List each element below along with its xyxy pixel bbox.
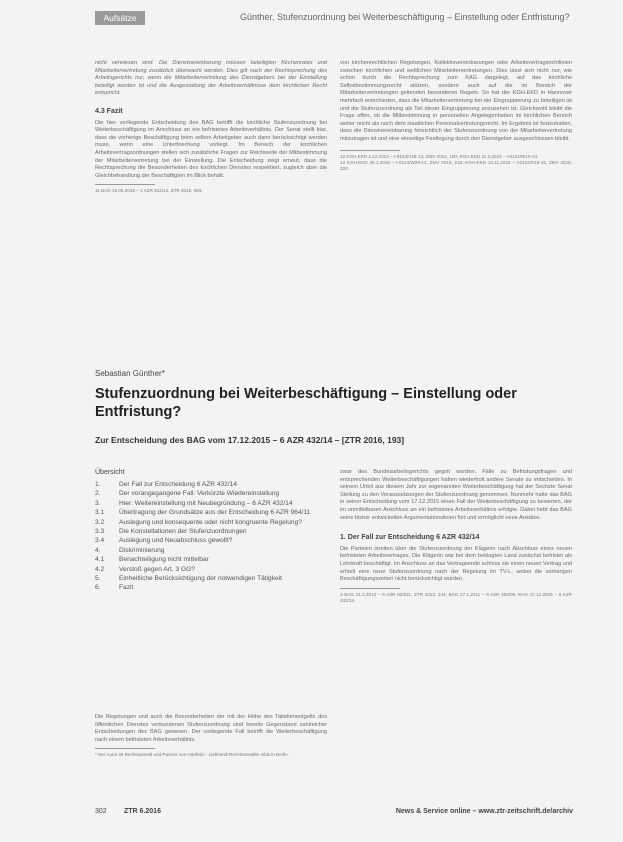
toc-text: Benachteiligung nicht mittelbar xyxy=(119,556,209,564)
article-title: Stufenzuordnung bei Weiterbeschäftigung – Einstellung oder Entfristung? xyxy=(95,386,517,420)
upper-right-column xyxy=(340,60,572,172)
toc-item xyxy=(95,547,327,555)
toc-text: Der Fall zur Entscheidung 6 AZR 432/14 xyxy=(119,481,238,488)
author-name: Sebastian Günther* xyxy=(95,369,165,378)
footer-website: News & Service online – www.ztr-zeitschrift.de/archiv xyxy=(395,808,573,815)
toc-text: Verstoß gegen Art. 3 GG? xyxy=(119,565,195,573)
toc-item xyxy=(95,481,327,489)
footnote-rule xyxy=(95,184,155,185)
toc-item xyxy=(95,528,327,536)
article-subtitle: Zur Entscheidung des BAG vom 17.12.2015 – 6 AZR 432/14 – [ZTR 2016, 193] xyxy=(95,435,405,445)
footnote-rule xyxy=(95,748,155,749)
toc-number: 3.4 xyxy=(95,537,105,545)
author-footnote: * Der Autor ist Rechtsanwalt und Partner von Hartfeld – Liebhardt Rechtsanwälte mbB in Berlin. xyxy=(95,752,290,758)
toc-item xyxy=(95,490,327,498)
section-heading-case: 1. Der Fall zur Entscheidung 6 AZR 432/14 xyxy=(340,534,480,542)
toc-item xyxy=(95,509,327,517)
toc-text: Auslegung und konsequente oder nicht kongruente Regelung? xyxy=(119,518,302,526)
footnote: 3 BAG 21.2.2013 – 6 AZR 524/11, ZTR 2013, 244; BAG 27.1.2011 – 6 AZR 382/09; BAG 17.12.2015 – 6 AZR 432/14. xyxy=(340,591,572,603)
footnote: 12 KGH.EKD 2.12.2013 – I-0124/V18-13, ZMV 2014, 100; KGH.EKD 11.2.2015 – I-0124/W10-14. xyxy=(340,153,539,159)
footnote: 11 BAG 16.06.2015 – 1 AZR 312/14, ZTR 2015, 693. xyxy=(95,188,203,194)
toc-item xyxy=(95,575,327,583)
toc-number: 4.1 xyxy=(95,556,105,564)
toc-number: 3. xyxy=(95,499,101,507)
toc-item xyxy=(95,566,327,574)
toc-item xyxy=(95,556,327,564)
toc-number: 3.2 xyxy=(95,518,105,526)
running-title: Günther, Stufenzuordnung bei Weiterbeschäftigung – Einstellung oder Entfristung? xyxy=(240,12,570,22)
toc-text: Diskriminierung xyxy=(119,546,165,554)
toc-text: Fazit xyxy=(119,584,134,592)
right-body-paragraph-2: Die Parteien streiten über die Stufenzuordnung der Klägerin nach Abschluss eines neuen befristeten Arbeitsvertrages. Die Klägerin war bei dem beklagten Land zunächst befristet als Lehrkraft beschäftigt. Im Anschluss an das Vertragsende schloss sie einen neuen Vertrag und erhielt eine neue Stufenzuordnung nach der Regelung im TV-L, wobei die vorherigen Beschäftigungszeiten nicht berücksichtigt wurden. xyxy=(340,545,572,583)
toc-item xyxy=(95,519,327,527)
upper-left-intro: nicht verwiesen sind. Die Dienstvereinbarung müssen beteiligten Kirchenrates und Mitarbeitervertretung zusätzlich überwacht werden. Dies gilt nach der Rechtsprechung des Arbeitsgerichts nur, wenn die Mitarbeitervertretung des Dienstgebers bei der Einstellung beteiligt worden ist und die Ausgestaltung der Arbeitsverhältnisse dem kirchlichen Recht entspricht. xyxy=(95,60,327,97)
section-heading-fazit: 4.3 Fazit xyxy=(95,107,123,115)
toc-text: Der vorangegangene Fall: Verkürzte Wiedereinstellung xyxy=(119,490,280,498)
upper-right-body: von kirchenrechtlichen Regelungen, Kollektivvereinbarungen oder Arbeitsvertragsrichtlinien zwischen kirchlichen und weltlichen Mitarbeitervertretungen. Dies lässt sich nicht nur, wie schon durch die Rechtsprechung zum KAG dargelegt, auf das kirchliche Selbstbestimmungsrecht stützen, sondern auch auf die im Bereich der Mitarbeitervertretungen geltenden besonderen Regeln. So hat der KGH.EKD in Hannover mehrfach entschieden, dass die Mitarbeitervertretung bei der Eingruppierung zu beteiligen ist und die Stufenzuordnung als Teil dieser Eingruppierung anzusehen ist. Gleichwohl bleibt die Frage offen, ob die Mitbestimmung in personellen Angelegenheiten im kirchlichen Bereich weiter reicht als nach dem staatlichen Personalvertretungsrecht. Im Ergebnis ist festzuhalten, dass die Dienstvereinbarung hinsichtlich der Stufenzuordnung von der Mitarbeitervertretung mitzutragen ist und eine einseitige Festlegung durch den Dienstgeber ausgeschlossen bleibt. xyxy=(340,60,572,142)
lower-right-column xyxy=(340,469,572,604)
right-body-paragraph: zwar des Bundesarbeitsgerichts gegolt worden. Fälle zu Befristungsfragen und entsprechenden Weiterbeschäftigungen hatten wiederholt andere Senate zu entscheiden. In seinem Urteil aus diesem Jahr zur sogenannten Weiterbeschäftigung hat der Sechste Senat Stellung zu den Voraussetzungen der Stufenzuordnung genommen. Nunmehr hatte das BAG in seiner Entscheidung vom 17.12.2015 einen Fall der Weiterbeschäftigung zu bewerten, der im unmittelbaren Anschluss an ein befristetes Arbeitsverhältnis erfolgte. Dabei hebt das BAG seine bisher entwickelten Argumentationslinien fort und ermöglicht neue Ansätze. xyxy=(340,469,572,521)
toc-number: 5. xyxy=(95,574,101,582)
footnote-rule xyxy=(340,588,400,589)
toc-text: Auslegung und Neuabschluss gewollt? xyxy=(119,537,233,545)
toc-text: Einheitliche Berücksichtigung der notwendigen Tätigkeit xyxy=(119,574,282,582)
toc-item xyxy=(95,584,327,592)
upper-left-column xyxy=(95,60,327,194)
lower-left-column xyxy=(95,714,327,758)
table-of-contents xyxy=(95,481,327,594)
journal-issue: ZTR 6.2016 xyxy=(124,808,161,815)
page-number: 302 xyxy=(95,808,107,815)
toc-heading: Übersicht xyxy=(95,469,125,476)
footnote: 13 KGH.EKD 29.1.2015 – I-0124/W29-14, ZMV 2015, 216; KGH.EKD 13.11.2015 – I-0124/X15-15, ZMV 2016, 220. xyxy=(340,159,572,171)
toc-number: 3.3 xyxy=(95,527,105,535)
upper-left-body: Die hier vorliegende Entscheidung des BAG betrifft die kirchliche Stufenzuordnung bei Weiterbeschäftigung im Anschluss an ein befristetes Arbeitsverhältnis. Der Senat stellt klar, dass die vorherige Beschäftigung beim selben Arbeitgeber auch dann berücksichtigt werden muss, wenn eine Unterbrechung vorliegt. Im Bereich der kirchlichen Arbeitsvertragsordnungen stellen sich zusätzliche Fragen zur Reichweite der Mitbestimmung der Mitarbeitervertretung bei der Einstellung. Die Entscheidung zeigt erneut, dass die Rechtsprechung die Besonderheiten des kirchlichen Dienstes respektiert, zugleich aber die Gleichbehandlung der Beschäftigten im Blick behält. xyxy=(95,119,327,179)
toc-text: Übertragung der Grundsätze aus der Entscheidung 6 AZR 964/11 xyxy=(119,509,311,517)
intro-paragraph: Die Regelungen und auch die Besonderheiten der mit der Höhe des Tabellenentgelts des öffentlichen Dienstes verbundenen Stufenzuordnung sind bereits Gegenstand zahlreicher Entscheidungen des BAG gewesen. Der vorliegende Fall betrifft die Weiterbeschäftigung nach einem befristeten Arbeitsverhältnis. xyxy=(95,714,327,743)
toc-number: 3.1 xyxy=(95,509,105,517)
toc-number: 6. xyxy=(95,584,101,592)
section-tag: Aufsätze xyxy=(95,11,145,25)
toc-number: 1. xyxy=(95,481,101,488)
toc-number: 2. xyxy=(95,490,101,498)
toc-item xyxy=(95,537,327,545)
toc-item xyxy=(95,500,327,508)
toc-text: Hier: Weitereinstellung mit Neubegründung – 6 AZR 432/14 xyxy=(119,499,293,507)
toc-text: Die Konstellationen der Stufenzuordnungen xyxy=(119,527,247,535)
footnote-rule xyxy=(340,150,400,151)
toc-number: 4.2 xyxy=(95,565,105,573)
toc-number: 4. xyxy=(95,546,101,554)
